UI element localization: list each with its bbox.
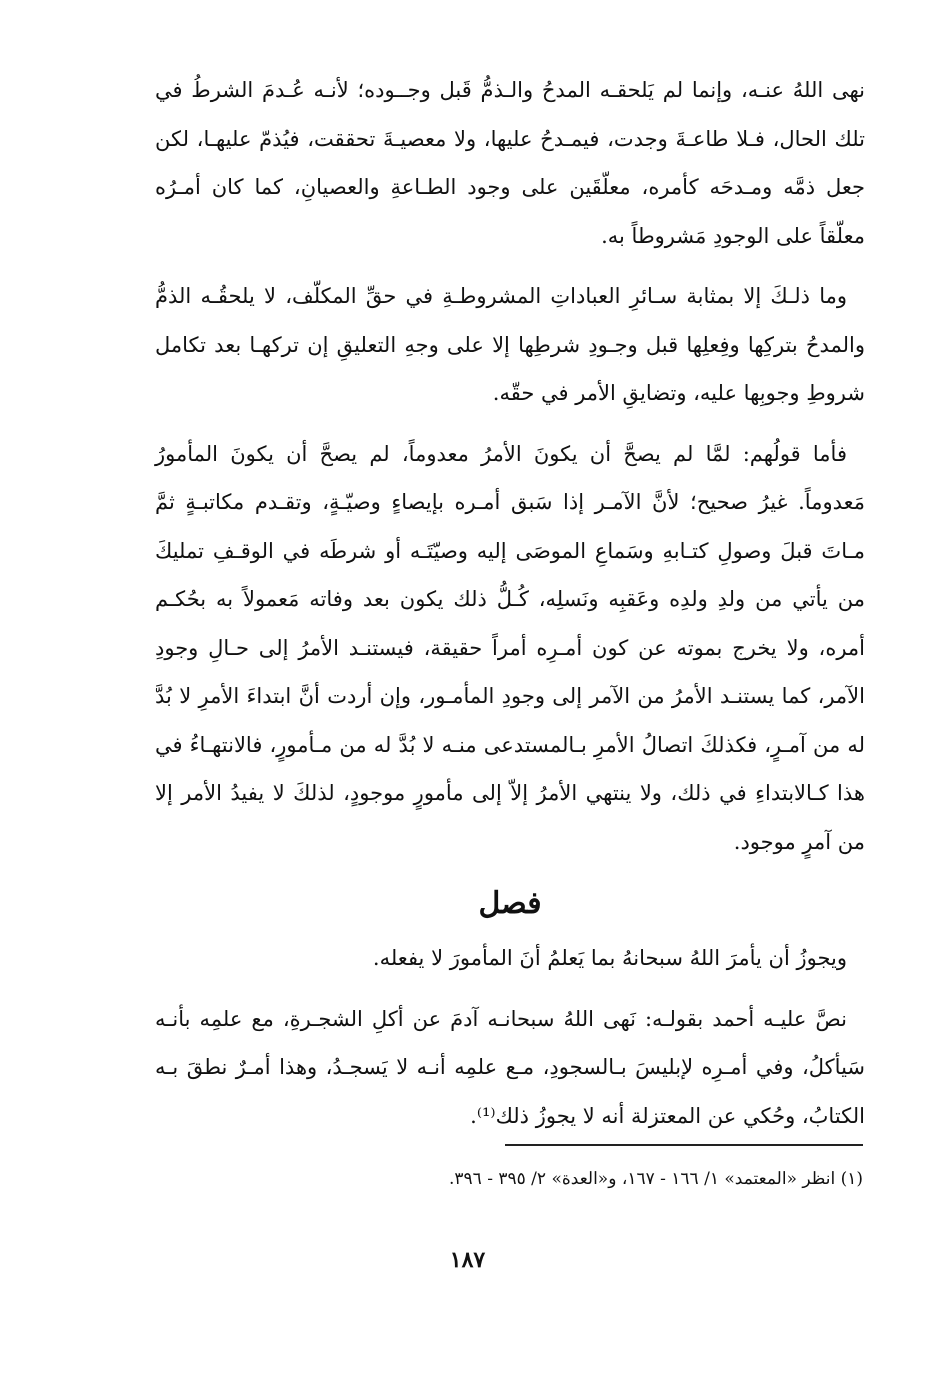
paragraph-2: وما ذلـكَ إلا بمثابة سـائرِ العباداتِ المشروطـةِ في حقِّ المكلّف، لا يلحقُـه الذمُّ والمدحُ بتركِها وفِعلِها قبل وجـودِ شرطِها إلا على وجهِ التعليقِ إن تركهـا بعد تكامل شروطِ وجوبِها عليه، وتضايقِ الأمر في حقّه. — [155, 284, 865, 405]
page-number: ١٨٧ — [449, 1247, 486, 1273]
paragraph-1: نهى اللهُ عنـه، وإنما لم يَلحقـه المدحُ والـذمُّ قَبل وجــوده؛ لأنـه عُـدمَ الشرطُ في تلك الحال، فـلا طاعـةَ وجدت، فيمـدحُ عليها، ولا معصيـةَ تحققت، فيُذمّ عليهـا، لكن جعل ذمَّه ومـدحَه كأمره، معلّقَين على وجود الطـاعةِ والعصيانِ، كما كان أمـرُه معلّقاً على الوجودِ مَشروطاً به. — [155, 78, 865, 248]
section-paragraph-2: نصَّ عليـه أحمد بقولـه: نَهى اللهُ سبحانـه آدمَ عن أكلِ الشجـرةِ، مع علمِه بأنـه سَيأكلُ، وفي أمـرِه لإبليسَ بـالسجودِ، مـع علمِه أنـه لا يَسجـدُ، وهذا أمـرٌ نطقَ بـه الكتابُ، وحُكي عن المعتزلة أنه لا يجوزُ ذلك⁽¹⁾. — [155, 1006, 865, 1128]
paragraph-3: فأما قولُهم: لمَّا لم يصحَّ أن يكونَ الأمرُ معدوماً، لم يصحَّ أن يكونَ المأمورُ مَعدوماً. غيرُ صحيح؛ لأنَّ الآمـر إذا سَبق أمـره بإيصاءٍ وصيّـةٍ، وتقـدم مكاتبـةٍ ثمَّ مـاتَ قبلَ وصولِ كتـابهِ وسَماعِ الموصَى إليه وصيّتَـه أو شرطَه في الوقـفِ تمليكَ من يأتي من ولدِ ولدِه وعَقبِه ونَسلِه، كُـلُّ ذلك يكون بعد وفاته مَعمولاً به بحُكـم أمره، ولا يخرج بموته عن كون أمـرِه أمراً حقيقة، فيستنـد الأمرُ إلى حـالِ وجودِ الآمر، كما يستنـد الأمرُ من الآمر إلى وجودِ المأمـور، وإن أردت أنَّ ابتداءَ الأمرِ لا بُدَّ له من آمـرٍ، فكذلكَ اتصالُ الأمرِ بـالمستدعى منـه لا بُدَّ له من مـأمورٍ، فالانتهـاءُ في هذا كـالابتداءِ في ذلك، ولا ينتهي الأمرُ إلاّ إلى مأمورٍ موجودٍ، لذلكَ لا يفيدُ الأمر إلا من آمرٍ موجود. — [155, 441, 865, 854]
footnote-divider — [505, 1144, 863, 1146]
section-paragraph-1: ويجوزُ أن يأمرَ اللهُ سبحانهُ بما يَعلمُ أنَ المأمورَ لا يفعله. — [372, 946, 847, 970]
footnote: (١) انظر «المعتمد» ١/ ١٦٦ - ١٦٧، و«العدة» ٢/ ٣٩٥ - ٣٩٦. — [449, 1169, 863, 1189]
section-heading: فصل — [478, 886, 542, 921]
main-text — [155, 66, 865, 1152]
